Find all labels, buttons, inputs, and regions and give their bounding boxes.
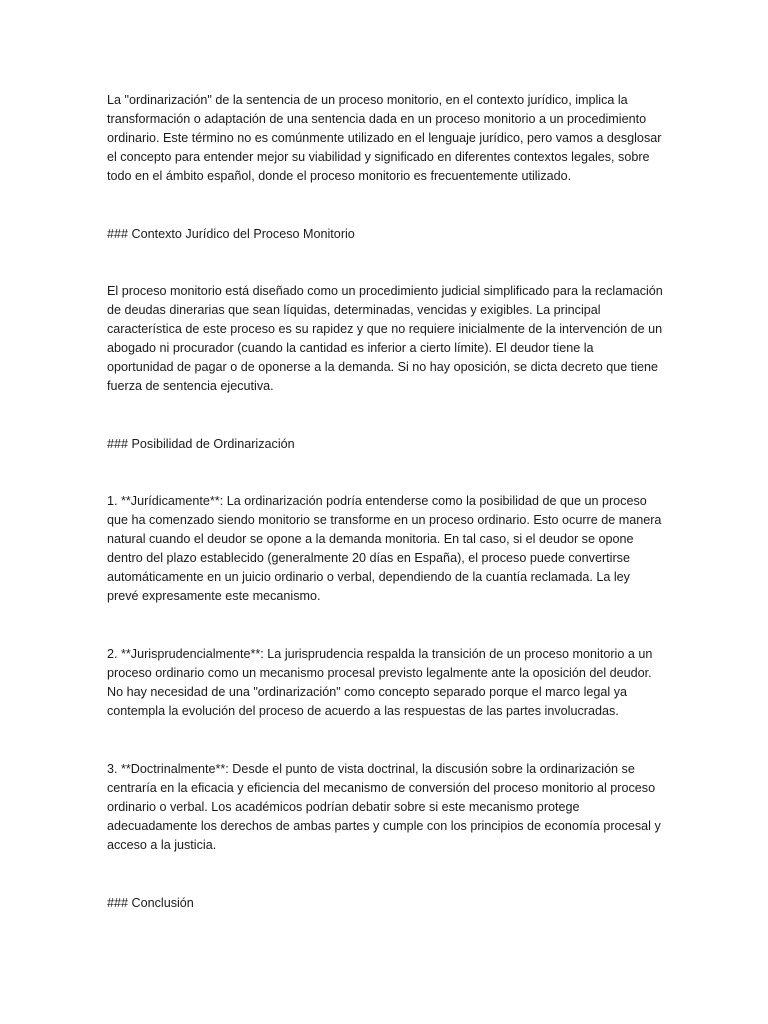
list-item-doctrinalmente: 3. **Doctrinalmente**: Desde el punto de vista doctrinal, la discusión sobre la ordinarización se centraría en la eficacia y eficiencia del mecanismo de conversión del proceso monitorio al proceso ordinario o verbal. Los académicos podrían debatir sobre si este mecanismo protege adecuadamente los derechos de ambas partes y cumple con los principios de economía procesal y acceso a la justicia. (107, 762, 661, 852)
list-item-jurisprudencialmente: 2. **Jurisprudencialmente**: La jurisprudencia respalda la transición de un proceso monitorio a un proceso ordinario como un mecanismo procesal previsto legalmente ante la oposición del deudor. No hay necesidad de una "ordinarización" como concepto separado porque el marco legal ya contempla la evolución del proceso de acuerdo a las respuestas de las partes involucradas. (107, 647, 653, 718)
list-item-juridicamente: 1. **Jurídicamente**: La ordinarización podría entenderse como la posibilidad de que un proceso que ha comenzado siendo monitorio se transforme en un proceso ordinario. Esto ocurre de manera natural cuando el deudor se opone a la demanda monitoria. En tal caso, si el deudor se opone dentro del plazo establecido (generalmente 20 días en España), el proceso puede convertirse automáticamente en un juicio ordinario o verbal, dependiendo de la cuantía reclamada. La ley prevé expresamente este mecanismo. (107, 494, 662, 603)
heading-context: ### Contexto Jurídico del Proceso Monitorio (107, 227, 355, 241)
intro-paragraph: La "ordinarización" de la sentencia de un proceso monitorio, en el contexto jurídico, implica la transformación o adaptación de una sentencia dada en un proceso monitorio a un procedimiento ordinario. Este término no es comúnmente utilizado en el lenguaje jurídico, pero vamos a desglosar el concepto para entender mejor su viabilidad y significado en diferentes contextos legales, sobre todo en el ámbito español, donde el proceso monitorio es frecuentemente utilizado. (107, 93, 662, 183)
heading-possibility: ### Posibilidad de Ordinarización (107, 437, 295, 451)
document-page (107, 91, 663, 913)
heading-conclusion: ### Conclusión (107, 896, 194, 910)
context-paragraph: El proceso monitorio está diseñado como un procedimiento judicial simplificado para la reclamación de deudas dinerarias que sean líquidas, determinadas, vencidas y exigibles. La principal característica de este proceso es su rapidez y que no requiere inicialmente de la intervención de un abogado ni procurador (cuando la cantidad es inferior a cierto límite). El deudor tiene la oportunidad de pagar o de oponerse a la demanda. Si no hay oposición, se dicta decreto que tiene fuerza de sentencia ejecutiva. (107, 284, 663, 393)
